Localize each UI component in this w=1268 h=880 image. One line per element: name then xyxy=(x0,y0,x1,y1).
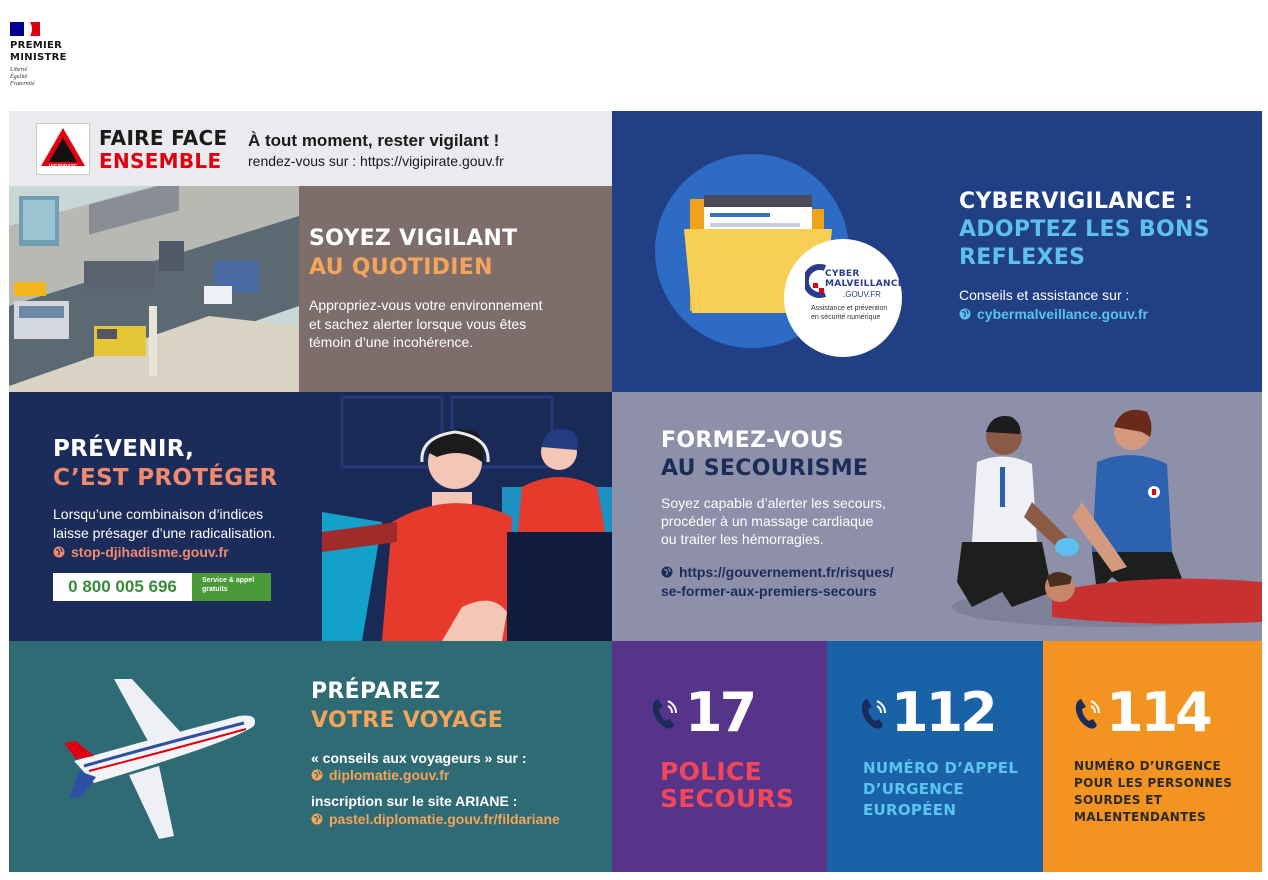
urgence-112-number[interactable]: 112 xyxy=(891,681,995,744)
globe-icon xyxy=(959,308,971,320)
voyage-link2-text[interactable]: pastel.diplomatie.gouv.fr/fildariane xyxy=(329,811,560,827)
voyage-title1: PRÉPAREZ xyxy=(311,679,441,704)
secourisme-link[interactable] xyxy=(661,564,894,580)
phone-icon xyxy=(1073,695,1103,731)
prevenir-link-text[interactable]: stop-djihadisme.gouv.fr xyxy=(71,544,229,560)
airplane-icon xyxy=(64,671,264,851)
vigilant-title1: SOYEZ VIGILANT xyxy=(309,226,518,251)
cyber-title1: CYBERVIGILANCE : xyxy=(959,189,1194,214)
phone-tag xyxy=(192,573,271,601)
voyage-link2[interactable] xyxy=(311,811,560,827)
prevenir-title1: PRÉVENIR, xyxy=(53,436,195,462)
globe-icon xyxy=(53,546,65,558)
urgence-112-panel xyxy=(827,641,1043,872)
cyber-badge-line3: .GOUV.FR xyxy=(843,290,881,299)
urgence-17-panel xyxy=(612,641,827,872)
logo-motto1: Liberté xyxy=(10,67,28,73)
cyber-title3: REFLEXES xyxy=(959,245,1086,270)
vigilant-title2: AU QUOTIDIEN xyxy=(309,255,493,280)
globe-icon xyxy=(311,813,323,825)
urgence-114-panel xyxy=(1043,641,1262,872)
vigilant-body3: témoin d’une incohérence. xyxy=(309,334,474,350)
vigilant-panel xyxy=(9,186,612,392)
vigipirate-headline: À tout moment, rester vigilant ! xyxy=(248,131,500,150)
secourisme-body1: Soyez capable d’alerter les secours, xyxy=(661,495,886,511)
ensemble-text: ENSEMBLE xyxy=(99,149,222,173)
urgence-17-number[interactable]: 17 xyxy=(685,681,755,744)
urgence-114-label3: SOURDES ET xyxy=(1074,793,1163,807)
folder-illustration xyxy=(612,111,912,392)
secourisme-link-text2[interactable]: se-former-aux-premiers-secours xyxy=(661,583,877,599)
phone-tag-line1: Service & appel xyxy=(202,577,255,584)
secourisme-body3: ou traiter les hémorragies. xyxy=(661,531,824,547)
cyber-panel xyxy=(612,111,1262,392)
secourisme-link-text1[interactable]: https://gouvernement.fr/risques/ xyxy=(679,564,894,580)
urgence-112-label1: NUMÉRO D’APPEL xyxy=(863,759,1019,777)
voyage-conseils: « conseils aux voyageurs » sur : xyxy=(311,750,527,766)
voyage-title2: VOTRE VOYAGE xyxy=(311,708,504,733)
logo-line1: PREMIER xyxy=(10,40,63,51)
vigipirate-badge xyxy=(36,123,90,175)
cyber-link-text[interactable]: cybermalveillance.gouv.fr xyxy=(977,306,1148,322)
phone-icon xyxy=(859,695,889,731)
urgence-112-label2: D’URGENCE xyxy=(863,780,964,798)
secourisme-panel xyxy=(612,392,1262,641)
phone-icon xyxy=(650,695,680,731)
vigilant-body2: et sachez alerter lorsque vous êtes xyxy=(309,316,527,332)
cyber-badge-sub1: Assistance et prévention xyxy=(811,305,888,312)
voyage-link1[interactable] xyxy=(311,767,449,783)
phone-tag-line2: gratuits xyxy=(202,586,228,593)
urgence-17-label1: POLICE xyxy=(660,757,763,786)
vigipirate-badge-text: VIGIPIRATE xyxy=(49,164,77,170)
urgence-114-label4: MALENTENDANTES xyxy=(1074,810,1207,824)
cyber-link[interactable] xyxy=(959,306,1148,322)
flag-icon xyxy=(10,22,40,36)
call-center-illustration xyxy=(322,392,612,641)
faire-face-text: FAIRE FACE xyxy=(99,126,228,150)
cyber-badge-line1: CYBER xyxy=(825,269,860,279)
logo-motto3: Fraternité xyxy=(10,81,35,87)
gov-logo xyxy=(10,22,90,92)
prevenir-title2: C’EST PROTÉGER xyxy=(53,465,278,491)
secourisme-title2: AU SECOURISME xyxy=(661,456,869,481)
city-street-illustration xyxy=(9,186,299,392)
logo-line2: MINISTRE xyxy=(10,52,67,63)
voyage-link1-text[interactable]: diplomatie.gouv.fr xyxy=(329,767,450,783)
urgence-114-number[interactable]: 114 xyxy=(1106,681,1210,744)
cyber-badge-line2: MALVEILLANCE xyxy=(825,279,905,289)
prevenir-panel xyxy=(9,392,612,641)
secourisme-body2: procéder à un massage cardiaque xyxy=(661,513,874,529)
prevenir-body2: laisse présager d’une radicalisation. xyxy=(53,525,276,541)
voyage-panel xyxy=(9,641,612,872)
vigipirate-subline[interactable]: rendez-vous sur : https://vigipirate.gouv.fr xyxy=(248,153,504,169)
globe-icon xyxy=(661,566,673,578)
vigipirate-bar xyxy=(9,111,612,186)
phone-box[interactable] xyxy=(53,573,271,601)
phone-number[interactable]: 0 800 005 696 xyxy=(53,573,192,601)
first-aid-illustration xyxy=(942,392,1262,641)
logo-motto2: Égalité xyxy=(10,74,28,80)
cyber-intro: Conseils et assistance sur : xyxy=(959,287,1130,303)
urgence-114-label1: NUMÉRO D’URGENCE xyxy=(1074,759,1221,773)
urgence-17-label2: SECOURS xyxy=(660,784,795,813)
voyage-inscription: inscription sur le site ARIANE : xyxy=(311,793,518,809)
urgence-114-label2: POUR LES PERSONNES xyxy=(1074,776,1233,790)
globe-icon xyxy=(311,769,323,781)
cyber-badge-sub2: en sécurité numérique xyxy=(811,314,881,321)
cyber-title2: ADOPTEZ LES BONS xyxy=(959,217,1210,242)
vigilant-body1: Appropriez-vous votre environnement xyxy=(309,297,543,313)
prevenir-link[interactable] xyxy=(53,544,229,560)
secourisme-title1: FORMEZ-VOUS xyxy=(661,428,845,453)
urgence-112-label3: EUROPÉEN xyxy=(863,801,957,819)
prevenir-body1: Lorsqu’une combinaison d’indices xyxy=(53,506,264,522)
